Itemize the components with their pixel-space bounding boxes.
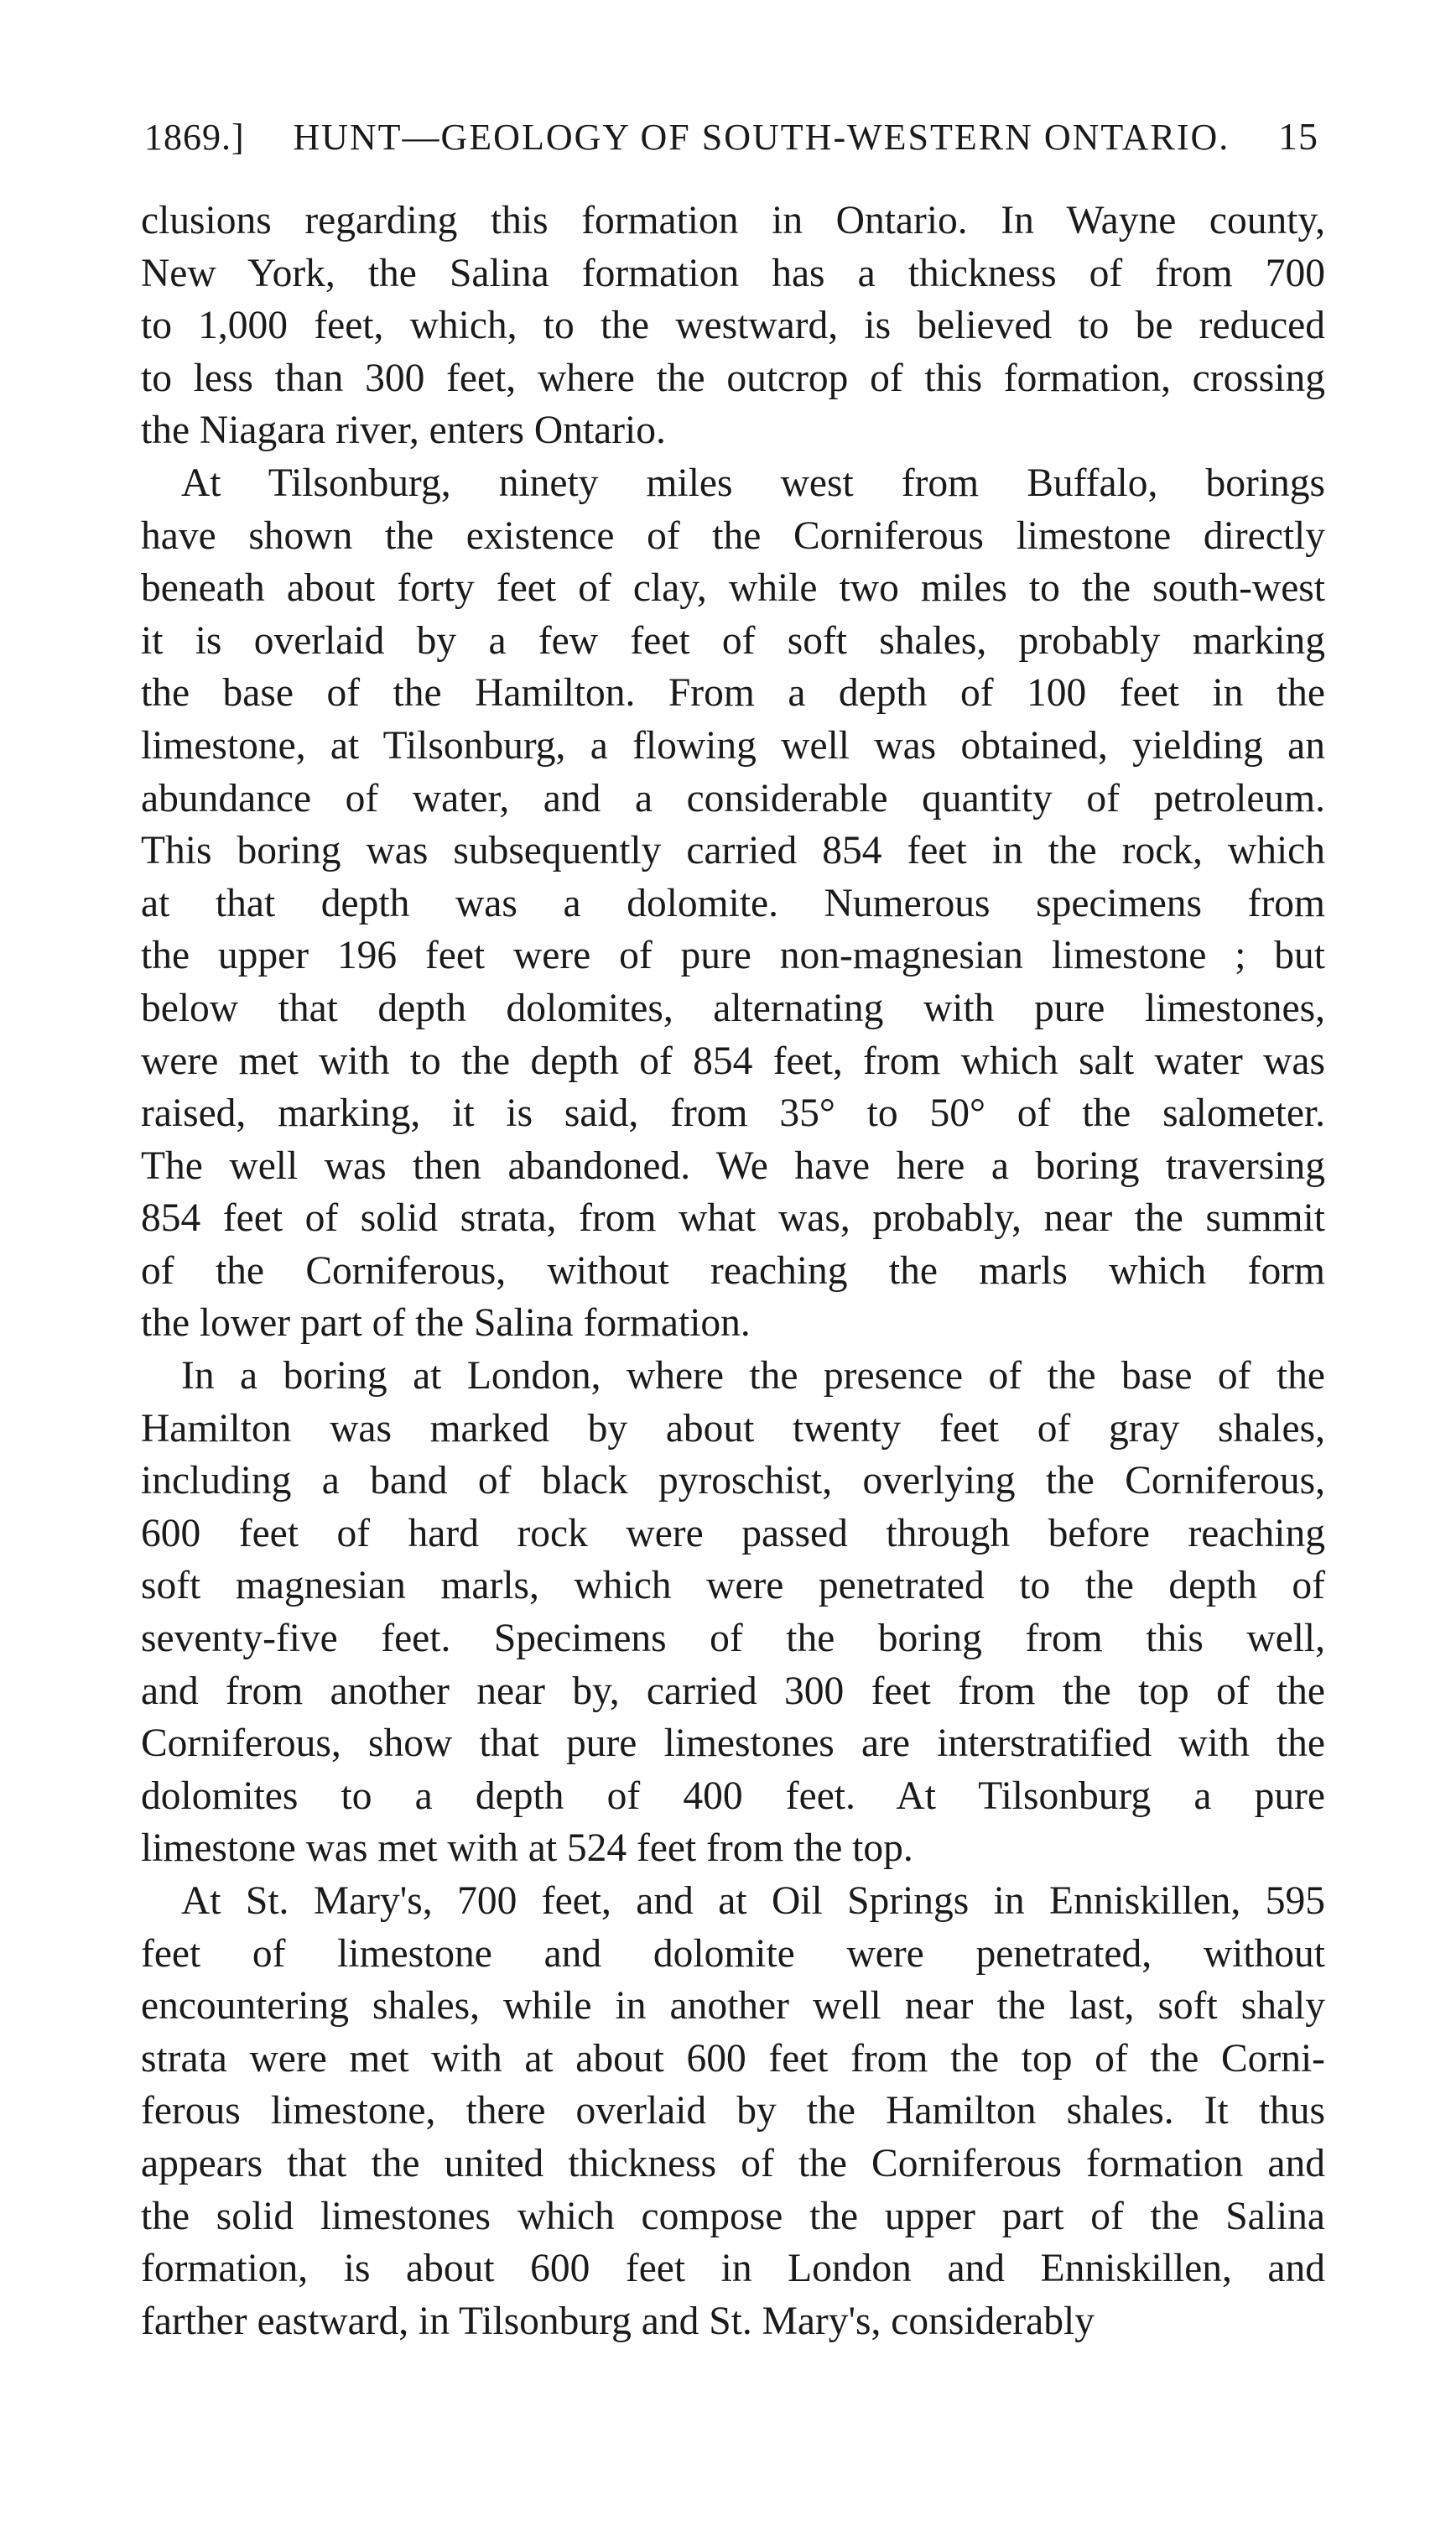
text-line: At St. Mary's, 700 feet, and at Oil Springs in Enniskillen, 595 bbox=[181, 1879, 1325, 1923]
paragraph bbox=[141, 1350, 1325, 1875]
text-line: strata were met with at about 600 feet from the top of the Corni- bbox=[141, 2036, 1325, 2081]
text-line: At Tilsonburg, ninety miles west from Buffalo, borings bbox=[181, 461, 1325, 505]
text-line: and from another near by, carried 300 feet from the top of the bbox=[141, 1669, 1325, 1713]
text-line: including a band of black pyroschist, overlying the Corniferous, bbox=[141, 1459, 1325, 1503]
text-line: encountering shales, while in another well near the last, soft shaly bbox=[141, 1984, 1325, 2029]
text-line: dolomites to a depth of 400 feet. At Tilsonburg a pure bbox=[141, 1774, 1325, 1818]
running-title: HUNT—GEOLOGY OF SOUTH-WESTERN ONTARIO. bbox=[293, 117, 1230, 158]
text-line: In a boring at London, where the presence of the base of the bbox=[181, 1354, 1325, 1399]
text-line: limestone, at Tilsonburg, a flowing well was obtained, yielding an bbox=[141, 723, 1325, 768]
text-line: to 1,000 feet, which, to the westward, is believed to be reduced bbox=[141, 304, 1325, 348]
text-line: the lower part of the Salina formation. bbox=[141, 1301, 751, 1346]
text-line: formation, is about 600 feet in London and Enniskillen, and bbox=[141, 2247, 1325, 2291]
text-line: clusions regarding this formation in Ontario. In Wayne county, bbox=[141, 199, 1325, 242]
text-line: the Niagara river, enters Ontario. bbox=[141, 409, 666, 453]
running-head bbox=[144, 114, 1318, 159]
text-line: to less than 300 feet, where the outcrop of this formation, crossing bbox=[141, 356, 1325, 400]
paragraph bbox=[141, 195, 1325, 457]
text-line: seventy-five feet. Specimens of the boring from this well, bbox=[141, 1617, 1325, 1661]
text-line: have shown the existence of the Corniferous limestone directly bbox=[141, 513, 1325, 558]
text-line: Corniferous, show that pure limestones are interstratified with the bbox=[141, 1721, 1325, 1766]
paragraph bbox=[141, 1875, 1325, 2347]
text-line: The well was then abandoned. We have here a boring traversing bbox=[141, 1143, 1325, 1188]
text-line: 600 feet of hard rock were passed through before reaching bbox=[141, 1511, 1325, 1555]
text-line: This boring was subsequently carried 854 feet in the rock, which bbox=[141, 829, 1325, 873]
paragraph bbox=[141, 457, 1325, 1350]
page-number: 15 bbox=[1277, 115, 1318, 158]
text-line: Hamilton was marked by about twenty feet of gray shales, bbox=[141, 1406, 1325, 1451]
text-line: of the Corniferous, without reaching the marls which form bbox=[141, 1248, 1325, 1293]
body-text bbox=[141, 195, 1325, 2347]
text-line: below that depth dolomites, alternating with pure limestones, bbox=[141, 986, 1325, 1030]
text-line: the upper 196 feet were of pure non-magnesian limestone ; but bbox=[141, 934, 1325, 978]
text-line: it is overlaid by a few feet of soft shales, probably marking bbox=[141, 618, 1325, 663]
text-line: 854 feet of solid strata, from what was, probably, near the summit bbox=[141, 1196, 1325, 1241]
text-line: appears that the united thickness of the Corniferous formation and bbox=[141, 2141, 1325, 2185]
text-line: raised, marking, it is said, from 35° to 50° of the salometer. bbox=[141, 1091, 1325, 1136]
text-line: the base of the Hamilton. From a depth of 100 feet in the bbox=[141, 671, 1325, 716]
text-line: abundance of water, and a considerable quantity of petroleum. bbox=[141, 776, 1325, 820]
text-line: feet of limestone and dolomite were penetrated, without bbox=[141, 1931, 1325, 1976]
text-line: beneath about forty feet of clay, while two miles to the south-west bbox=[141, 566, 1325, 611]
text-line: New York, the Salina formation has a thickness of from 700 bbox=[141, 251, 1325, 295]
text-line: soft magnesian marls, which were penetrated to the depth of bbox=[141, 1564, 1325, 1608]
text-line: the solid limestones which compose the upper part of the Salina bbox=[141, 2194, 1325, 2238]
text-line: ferous limestone, there overlaid by the Hamilton shales. It thus bbox=[141, 2089, 1325, 2133]
text-line: limestone was met with at 524 feet from the top. bbox=[141, 1826, 913, 1871]
text-line: at that depth was a dolomite. Numerous specimens from bbox=[141, 881, 1325, 925]
text-line: farther eastward, in Tilsonburg and St. Mary's, considerably bbox=[141, 2299, 1095, 2343]
text-line: were met with to the depth of 854 feet, from which salt water was bbox=[141, 1039, 1325, 1083]
header-year: 1869.] bbox=[144, 117, 245, 158]
